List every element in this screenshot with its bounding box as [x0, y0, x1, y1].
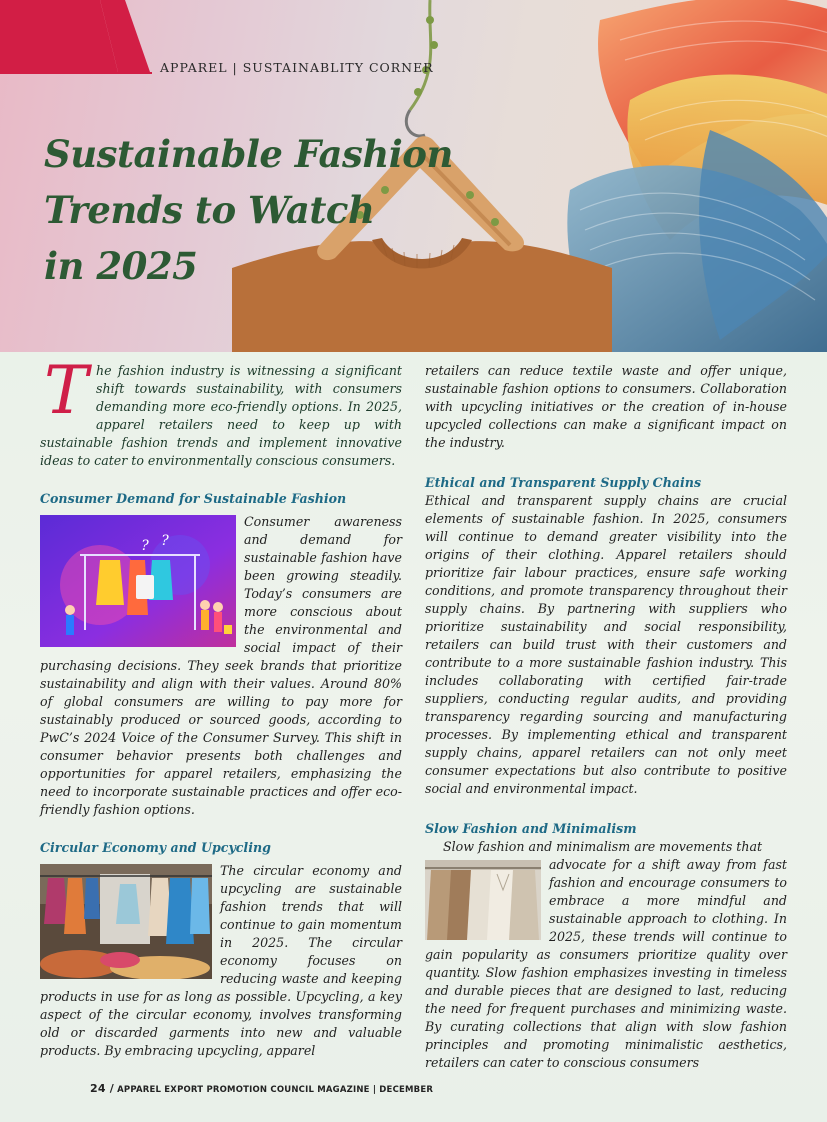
- svg-text:?: ?: [141, 538, 149, 554]
- intro-paragraph: [40, 352, 402, 470]
- shopping-illustration: [40, 515, 236, 647]
- consumer-demand-text: Consumer awareness and demand for sustainable fashion have been growing steadily. Today’s consumers are more conscious about the environmental and social impact of their purchasing decisions. They seek brands that prioritize sustainability and align with their values. Around 80% of global consumers are willing to pay more for sustainably produced or sourced goods, according to PwC’s 2024 Voice of the Consumer Survey. This shift in consumer behavior presents both challenges and opportunities for apparel retailers, emphasizing the need to incorporate sustainable practices and offer eco-friendly fashion options.: [40, 514, 402, 817]
- circular-economy-text: The circular economy and upcycling are sustainable fashion trends that will continue to gain momentum in 2025. The circular economy focuses on reducing waste and keeping products in use for as long as possible. Upcycling, a key aspect of the circular economy, involves transforming old or discarded garments into new and valuable products. By embracing upcycling, apparel: [40, 863, 402, 1058]
- dropcap: T: [44, 352, 89, 429]
- circular-economy-continued: retailers can reduce textile waste and offer unique, sustainable fashion options to consumers. Collaboration with upcycling initiatives or the creation of in-house upcycled collections can make a significant impact on the industry.: [425, 363, 787, 450]
- title-line: in 2025: [44, 244, 198, 288]
- section-slow-fashion: [425, 838, 787, 1072]
- page-number: 24 /: [90, 1082, 114, 1095]
- page-footer: [90, 1082, 433, 1095]
- title-line: Sustainable Fashion: [44, 132, 453, 176]
- magazine-logo: [0, 0, 152, 74]
- hero-banner: [0, 0, 827, 352]
- slow-fashion-first-line: Slow fashion and minimalism are movements that: [443, 839, 763, 854]
- intro-text: he fashion industry is witnessing a significant shift towards sustainability, with consumers demanding more eco-friendly options. In 2025, apparel retailers need to keep up with sustainable fashion trends and implement innovative ideas to cater to environmentally conscious consumers.: [40, 363, 402, 468]
- heading-supply-chains: Ethical and Transparent Supply Chains: [425, 475, 702, 490]
- svg-text:?: ?: [161, 533, 169, 549]
- section-consumer-demand: [40, 513, 402, 819]
- page-title: [44, 126, 464, 294]
- magazine-name: APPAREL EXPORT PROMOTION COUNCIL MAGAZINE | DECEMBER: [117, 1085, 434, 1095]
- heading-circular-economy: Circular Economy and Upcycling: [40, 840, 271, 855]
- title-line: Trends to Watch: [44, 188, 375, 232]
- supply-chains-text: Ethical and transparent supply chains are crucial elements of sustainable fashion. In 2025, consumers will continue to demand greater visibility into the origins of their clothing. Apparel retailers should prioritize fair labour practices, ensure safe working conditions, and promote transparency throughout their supply chains. By partnering with suppliers who prioritize sustainability and social responsibility, retailers can build trust with their customers and contribute to a more sustainable fashion industry. This includes collaborating with certified fair-trade suppliers, conducting regular audits, and providing transparency regarding sourcing and manufacturing processes. By implementing ethical and transparent supply chains, apparel retailers can not only meet consumer expectations but also contribute to positive social and environmental impact.: [425, 493, 787, 796]
- section-circular-economy: [40, 862, 402, 1060]
- minimal-wardrobe-photo: [425, 860, 541, 940]
- section-label: APPAREL | SUSTAINABLITY CORNER: [160, 60, 434, 75]
- upcycled-clothes-photo: [40, 864, 212, 979]
- heading-slow-fashion: Slow Fashion and Minimalism: [425, 821, 637, 836]
- slow-fashion-text: advocate for a shift away from fast fashion and encourage consumers to embrace a more mindful and sustainable approach to clothing. In 2025, these trends will continue to gain popularity as consumers prioritize quality over quantity. Slow fashion emphasizes investing in timeless and durable pieces that are designed to last, reducing the need for frequent purchases and minimizing waste. By curating collections that align with slow fashion principles and promoting minimalistic aesthetics, retailers can cater to conscious consumers: [425, 857, 787, 1070]
- left-column: [40, 352, 402, 1060]
- right-column: [425, 362, 787, 1072]
- heading-consumer-demand: Consumer Demand for Sustainable Fashion: [40, 491, 347, 506]
